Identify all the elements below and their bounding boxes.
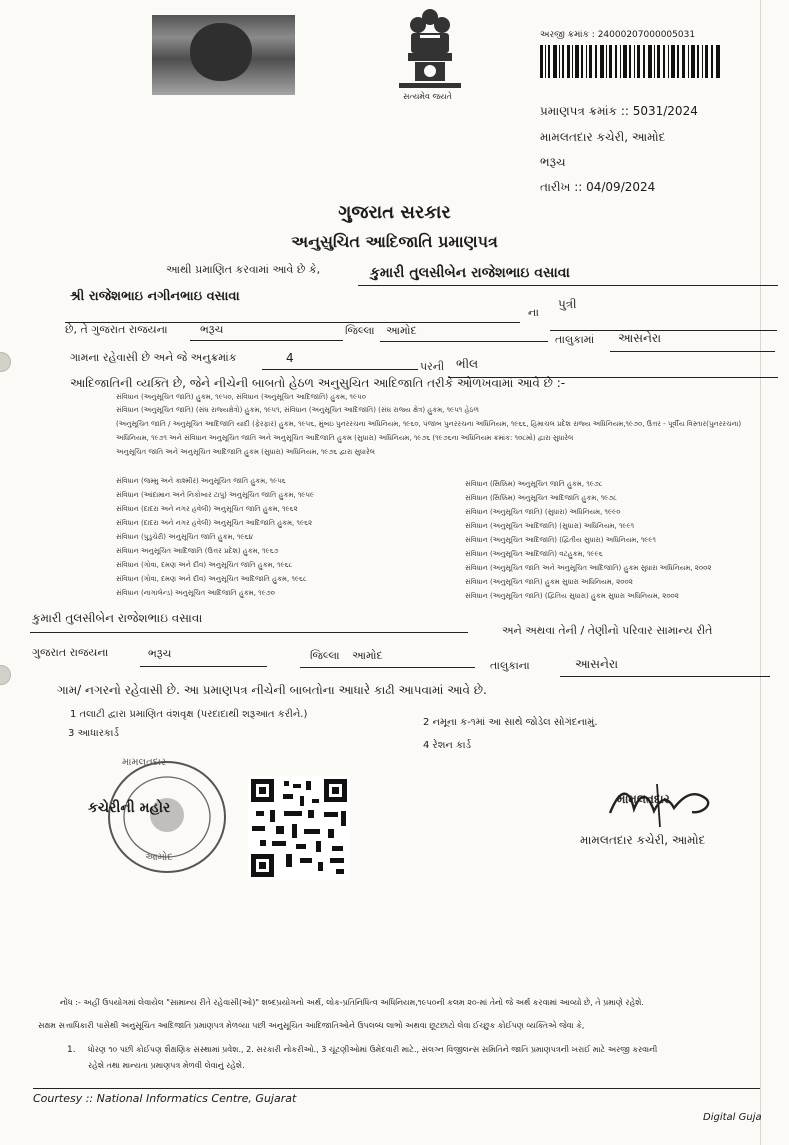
punch-hole [0, 665, 11, 685]
order-left-9: સંવિધાન (નાગાલેન્ડ) અનુસૂચિત આદિજાતિ હુકમ, ૧૯૭૦ [116, 589, 275, 597]
family-taluka-value: આમોદ [352, 649, 383, 662]
tribe-name: ભીલ [456, 357, 479, 371]
government-title: ગુજરાત સરકાર [338, 202, 451, 223]
order-top-5: અનુસૂચિત જાતિ અને અનુસૂચિત આદિજાતિ હુકમ (સુધારા) અધિનિયમ, ૧૯૭૬ દ્વારા સુધારેલ [116, 448, 375, 456]
order-left-8: સંવિધાન (ગોવા, દમણ અને દીવ) અનુસૂચિત આદિજાતિ હુકમ, ૧૯૬૮ [116, 575, 307, 583]
order-left-7: સંવિધાન (ગોવા, દમણ અને દીવ) અનુસૂચિત જાતિ હુકમ, ૧૯૬૮ [116, 561, 293, 569]
order-left-1: સંવિધાન (જમ્મુ અને કાશ્મીર) અનુસૂચિત જાતિ હુકમ, ૧૯૫૬ [116, 477, 286, 485]
signatory-office: મામલતદાર કચેરી, આમોદ [580, 833, 706, 847]
issue-date: તારીખ :: 04/09/2024 [540, 180, 656, 194]
stamp-label: કચેરીની મહોર [88, 800, 171, 816]
signature-text: મામલતદાર [617, 792, 670, 806]
digital-gujarat-footer: Digital Guja [703, 1112, 762, 1123]
document-4: 4 રેશન કાર્ડ [423, 740, 472, 751]
order-left-5: સંવિધાન (પુડુચેરી) અનુસૂચિત જાતિ હુકમ, ૧૯૬૪ [116, 533, 253, 541]
taluka-label: તાલુકામાં [555, 333, 595, 346]
note-number: 1. [67, 1045, 76, 1055]
issuing-office: મામલતદાર કચેરી, આમોદ [540, 130, 666, 144]
application-number: અરજી ક્રમાંક : 24000207000005031 [540, 30, 696, 40]
order-left-4: સંવિધાન (દાદરા અને નગર હવેલી) અનુસૂચિત આદિજાતિ હુકમ, ૧૯૬૨ [116, 519, 313, 527]
candidate-name: કુમારી તુલસીબેન રાજેશભાઇ વસાવા [370, 265, 570, 281]
courtesy-footer: Courtesy :: National Informatics Centre, Gujarat [33, 1088, 760, 1105]
document-2: 2 નમૂના ક-૧માં આ સાથે જોડેલ સોગંદનામું. [423, 717, 598, 728]
note-point-1: ધોરણ ૧૦ પછી કોઈપણ શૈક્ષણિક સંસ્થામાં પ્રવેશ., 2. સરકારી નોકરીઓ., 3 ચૂંટણીઓમાં ઉમેદવારી માટે., સંલગ્ન વિજીલન્સ સમિતિને જાતિ પ્રમાણપત્રની ખરાઈ માટે અરજી કરવાની [88, 1045, 658, 1054]
order-right-7: સંવિધાન (અનુસૂચિત જાતિ અને અનુસૂચિત આદિજાતિ) હુકમ સુધારા અધિનિયમ, ૨૦૦૨ [465, 564, 712, 572]
state-text: છે, તે ગુજરાત રાજયના [65, 323, 168, 336]
stamp-bottom-text: આમોદ [145, 852, 173, 863]
order-top-3: (અનુસૂચિત જાતિ / અનુસૂચિત આદિજાતિ યાદી (ફેરફાર) હુકમ, ૧૯૫૬, મુંબઇ પુનરરચના અધિનિયમ, ૧૯૬૦, પંજાબ પુનરરચના અધિનિયમ, ૧૯૬૬, હિમાચલ પ્રદેશ રાજ્ય અધિનિયમ,૧૯૭૦, ઉત્તર - પૂર્વીય વિસ્તાર(પુનરરચના) [116, 420, 742, 428]
relation-value: પુત્રી [558, 297, 577, 311]
resident-text: ગામના રહેવાસી છે અને જે અનુક્રમાંક [70, 351, 237, 364]
ashoka-emblem-icon [395, 5, 465, 97]
par-label: પરની [420, 360, 445, 373]
village-name: આસનેરા [618, 331, 662, 345]
taluka-value: આમોદ [386, 324, 417, 337]
family-village: આસનેરા [575, 657, 619, 671]
serial-number: 4 [286, 351, 294, 365]
order-top-2: સંવિધાન (અનુસૂચિત જાતિ) (સંઘ રાજ્યક્ષેત્રો) હુકમ, ૧૯૫૧, સંવિધાન (અનુસૂચિત આદિજાતિ) (સંઘ રાજ્ય ક્ષેત્ર) હુકમ, ૧૯૫૧ હેઠળ [116, 406, 479, 414]
order-left-2: સંવિધાન (આંદામાન અને નિકોબાર ટાપુ) અનુસૂચિત જાતિ હુકમ, ૧૯૫૯ [116, 491, 315, 499]
order-top-4: અધિનિયમ, ૧૯૭૧ અને સંવિધાન અનુસૂચિત જાતિ અને અનુસૂચિત આદિજાતિ હુકમ (સુધારા) અધિનિયમ, ૧૯૭૬ (૧૯૭૬ના અધિનિયમ ક્રમાંક: ૧૦૮મો) દ્વારા સુધારેલ [116, 434, 574, 442]
relation-label: ના [528, 306, 539, 319]
family-residence-text: અને અથવા તેની / તેણીનો પરિવાર સામાન્ય રીતે [502, 624, 713, 637]
order-right-3: સંવિધાન (અનુસૂચિત જાતિ) (સુધારા) અધિનિયમ, ૧૯૯૦ [465, 508, 621, 516]
certificate-basis: ગામ/ નગરનો રહેવાસી છે. આ પ્રમાણપત્ર નીચેની બાબતોના આધારે કાઢી આપવામાં આવે છે. [57, 683, 487, 697]
certification-lead: આથી પ્રમાણિત કરવામાં આવે છે કે, [166, 263, 321, 276]
stamp-top-text: મામલતદાર [122, 757, 166, 768]
order-right-9: સંવિધાન (અનુસૂચિત જાતિ) (દ્વિતિય સુધારા) હુકમ સુધારા અધિનિયમ, ૨૦૦૨ [465, 592, 679, 600]
applicant-photo [152, 15, 295, 95]
order-left-3: સંવિધાન (દાદરા અને નગર હવેલી) અનુસૂચિત જાતિ હુકમ, ૧૯૬૨ [116, 505, 298, 513]
family-district-value: ભરૂચ [148, 647, 172, 660]
barcode-icon [540, 45, 720, 78]
certificate-title: અનુસુચિત આદિજાતિ પ્રમાણપત્ર [291, 232, 498, 251]
order-top-1: સંવિધાન (અનુસૂચિત જાતિ) હુકમ, ૧૯૫૦, સંવિધાન (અનુસૂચિત આદિજાતિ) હુકમ, ૧૯૫૦ [116, 393, 366, 401]
order-left-6: સંવિધાન અનુસૂચિત આદિજાતિ (ઉત્તર પ્રદેશ) હુકમ, ૧૯૬૭ [116, 547, 279, 555]
definition-note: નોંધ :- અહીં ઉપયોગમાં લેવાયેલ "સામાન્ય રીતે રહેવાસી(ઓ)" શબ્દપ્રયોગનો અર્થ, લોક-પ્રતિનિધિત્વ અધિનિયમ,૧૯૫૦ની કલમ ૨૦-માં તેનો જે અર્થ કરવામાં આવ્યો છે, તે પ્રમાણે રહેશે. [60, 998, 644, 1007]
office-district: ભરૂચ [540, 155, 566, 169]
document-3: 3 આધારકાર્ડ [68, 728, 119, 739]
district-value: ભરૂચ [200, 323, 224, 336]
certificate-number: પ્રમાણપત્ર ક્રમાંક :: 5031/2024 [540, 104, 698, 118]
recognition-text: આદિજાતિની વ્યક્તિ છે, જેને નીચેની બાબતો હેઠળ અનુસુચિત આદિજાતિ તરીકે ઓળખવામાં આવે છે :- [70, 376, 566, 390]
family-district-label: જિલ્લા [310, 649, 340, 662]
order-right-2: સંવિધાન (સિક્કિમ) અનુસૂચિત આદિજાતિ હુકમ, ૧૯૭૮ [465, 494, 618, 502]
order-right-5: સંવિધાન (અનુસૂચિત આદિજાતિ) (દ્વિતીય સુધારા) અધિનિયમ, ૧૯૯૧ [465, 536, 656, 544]
order-right-1: સંવિધાન (સિક્કિમ) અનુસૂચિત જાતિ હુકમ, ૧૯૭૮ [465, 480, 603, 488]
district-label: જિલ્લા [345, 324, 375, 337]
family-state: ગુજરાત રાજયના [32, 646, 109, 659]
order-right-6: સંવિધાન (અનુસૂચિત આદિજાતિ) વટહુકમ, ૧૯૯૬ [465, 550, 603, 558]
family-name: કુમારી તુલસીબેન રાજેશભાઇ વસાવા [32, 611, 203, 625]
document-1: 1 તલાટી દ્વારા પ્રમાણિત વંશવૃક્ષ (પરદાદાથી શરૂઆત કરીને.) [70, 709, 308, 720]
father-name: શ્રી રાજેશભાઇ નગીનભાઇ વસાવા [70, 289, 240, 304]
punch-hole [0, 352, 11, 372]
order-right-4: સંવિધાન (અનુસૂચિત આદિજાતિ) (સુધારા) અધિનિયમ, ૧૯૯૧ [465, 522, 635, 530]
authority-note: સક્ષમ સત્તાધિકારી પાસેથી અનુસૂચિત આદિજાતિ પ્રમાણપત્ર મેળવ્યા પછી અનુસૂચિત આદિજાતિઓને ઉપલબ્ધ લાભો અથવા છૂટછાટો લેવા ઈચ્છુક કોઈપણ વ્યક્તિએ જેવા કે, [38, 1021, 585, 1030]
note-point-2: રહેશે તથા માન્યતા પ્રમાણપત્ર મેળવી લેવાનું રહેશે. [88, 1061, 245, 1070]
family-taluka-label: તાલુકાના [490, 659, 530, 672]
order-right-8: સંવિધાન (અનુસૂચિત જાતિ) હુકમ સુધારા અધિનિયમ, ૨૦૦૨ [465, 578, 633, 586]
emblem-caption: સત્યમેવ જયતે [403, 92, 452, 101]
qr-code-icon [248, 776, 350, 880]
